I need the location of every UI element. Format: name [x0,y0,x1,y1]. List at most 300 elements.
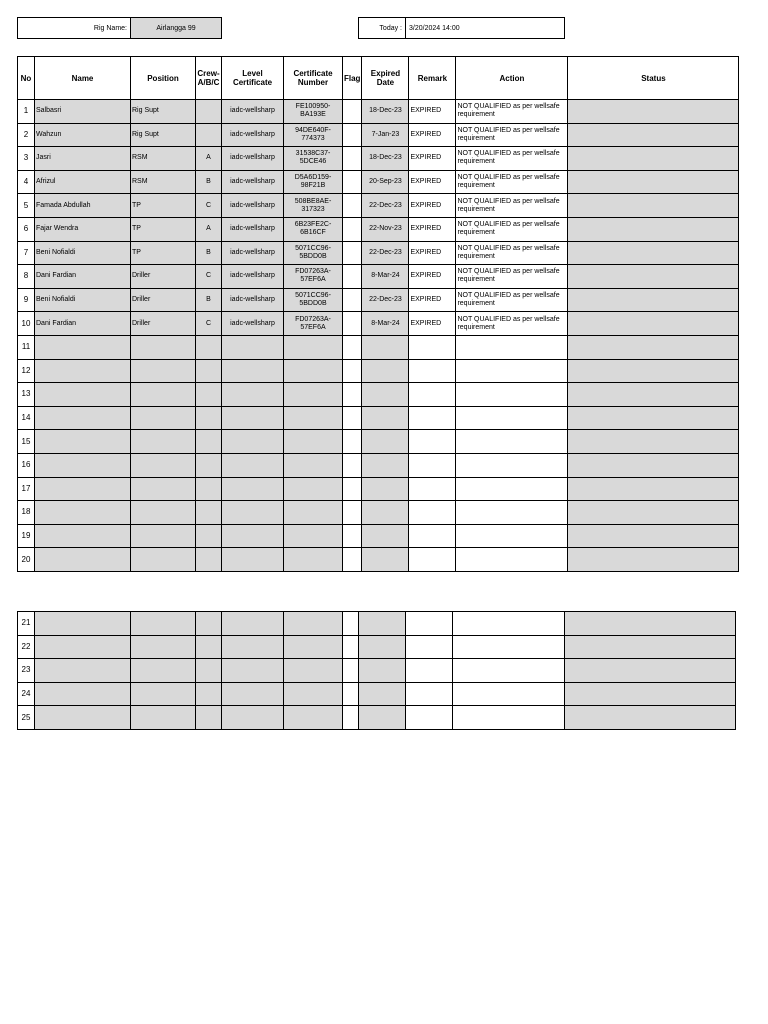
cell-expired-date[interactable] [362,359,409,383]
cell-level-certificate[interactable] [222,548,284,572]
cell-status[interactable] [568,359,739,383]
cell-remark[interactable]: EXPIRED [409,265,456,289]
cell-no: 14 [18,406,35,430]
cell-remark[interactable] [409,406,456,430]
cell-certificate-number[interactable]: FD07263A-57EF6A [284,312,343,336]
cell-position[interactable]: Driller [131,312,196,336]
cell-remark[interactable] [406,635,453,659]
cell-flag[interactable] [343,241,362,265]
crew-certificate-table-extra [17,611,736,730]
cell-remark[interactable]: EXPIRED [409,288,456,312]
cell-crew[interactable] [196,682,222,706]
table-row [18,265,739,289]
cell-no: 2 [18,123,35,147]
cell-expired-date[interactable] [359,635,406,659]
cell-name[interactable] [35,524,131,548]
cell-status[interactable] [568,430,739,454]
cell-level-certificate[interactable] [222,430,284,454]
cell-certificate-number[interactable]: D5A6D159-98F21B [284,170,343,194]
cell-certificate-number[interactable]: 5071CC96-5BDD0B [284,288,343,312]
table-row [18,548,739,572]
table-row [18,312,739,336]
cell-status[interactable] [568,241,739,265]
cell-flag[interactable] [343,288,362,312]
cell-name[interactable] [35,501,131,525]
cell-flag[interactable] [343,706,359,730]
cell-no: 17 [18,477,35,501]
cell-flag[interactable] [343,194,362,218]
cell-position[interactable] [131,501,196,525]
cell-flag[interactable] [343,635,359,659]
cell-name[interactable]: Fajar Wendra [35,217,131,241]
cell-status[interactable] [568,217,739,241]
cell-crew[interactable]: C [196,194,222,218]
cell-action[interactable]: NOT QUALIFIED as per wellsafe requirement [456,265,568,289]
cell-name[interactable] [35,453,131,477]
cell-certificate-number[interactable] [284,430,343,454]
cell-status[interactable] [568,194,739,218]
cell-status[interactable] [568,548,739,572]
cell-status[interactable] [565,635,736,659]
cell-certificate-number[interactable] [284,612,343,636]
cell-remark[interactable] [409,477,456,501]
cell-expired-date[interactable]: 22-Nov-23 [362,217,409,241]
cell-remark[interactable] [406,706,453,730]
cell-flag[interactable] [343,659,359,683]
cell-certificate-number[interactable]: 6B23FE2C-6B16CF [284,217,343,241]
cell-no: 3 [18,147,35,171]
cell-expired-date[interactable]: 22-Dec-23 [362,194,409,218]
cell-action[interactable] [456,524,568,548]
cell-crew[interactable] [196,477,222,501]
cell-remark[interactable] [406,659,453,683]
cell-expired-date[interactable] [359,612,406,636]
cell-name[interactable]: Afrizul [35,170,131,194]
cell-expired-date[interactable]: 20-Sep-23 [362,170,409,194]
cell-remark[interactable] [409,501,456,525]
cell-name[interactable] [35,406,131,430]
cell-flag[interactable] [343,265,362,289]
cell-no: 19 [18,524,35,548]
cell-no: 22 [18,635,35,659]
cell-level-certificate[interactable] [222,477,284,501]
cell-expired-date[interactable]: 8-Mar-24 [362,312,409,336]
cell-certificate-number[interactable] [284,501,343,525]
cell-expired-date[interactable] [362,501,409,525]
table-row [18,406,739,430]
cell-status[interactable] [568,383,739,407]
cell-remark[interactable] [406,612,453,636]
cell-no: 4 [18,170,35,194]
cell-flag[interactable] [343,612,359,636]
cell-no: 6 [18,217,35,241]
cell-level-certificate[interactable] [222,612,284,636]
cell-position[interactable]: Driller [131,265,196,289]
cell-crew[interactable] [196,100,222,124]
cell-position[interactable] [131,430,196,454]
cell-remark[interactable] [409,383,456,407]
cell-flag[interactable] [343,430,362,454]
cell-action[interactable] [456,359,568,383]
cell-name[interactable] [35,659,131,683]
cell-level-certificate[interactable]: iadc-wellsharp [222,194,284,218]
cell-position[interactable] [131,406,196,430]
cell-position[interactable]: TP [131,241,196,265]
cell-action[interactable] [456,477,568,501]
cell-level-certificate[interactable] [222,635,284,659]
cell-remark[interactable]: EXPIRED [409,100,456,124]
cell-position[interactable] [131,612,196,636]
cell-name[interactable]: Salbasri [35,100,131,124]
cell-certificate-number[interactable]: 94DE640F-774373 [284,123,343,147]
header-crew: Crew-A/B/C [196,57,222,100]
cell-expired-date[interactable] [362,335,409,359]
cell-expired-date[interactable] [362,453,409,477]
table-row [18,241,739,265]
cell-position[interactable] [131,635,196,659]
table-row [18,635,736,659]
table-row [18,147,739,171]
cell-remark[interactable] [409,430,456,454]
cell-remark[interactable]: EXPIRED [409,194,456,218]
cell-expired-date[interactable] [362,477,409,501]
cell-position[interactable] [131,659,196,683]
cell-flag[interactable] [343,100,362,124]
cell-certificate-number[interactable] [284,659,343,683]
cell-name[interactable] [35,635,131,659]
cell-expired-date[interactable] [362,524,409,548]
cell-flag[interactable] [343,501,362,525]
table-row [18,194,739,218]
cell-crew[interactable]: A [196,147,222,171]
table-row [18,501,739,525]
cell-level-certificate[interactable]: iadc-wellsharp [222,217,284,241]
cell-certificate-number[interactable]: FD07263A-57EF6A [284,265,343,289]
cell-crew[interactable] [196,453,222,477]
cell-certificate-number[interactable]: 31538C37-5DCE46 [284,147,343,171]
cell-status[interactable] [568,312,739,336]
cell-no: 20 [18,548,35,572]
cell-remark[interactable] [409,453,456,477]
cell-remark[interactable]: EXPIRED [409,170,456,194]
cell-remark[interactable]: EXPIRED [409,217,456,241]
cell-action[interactable]: NOT QUALIFIED as per wellsafe requirement [456,170,568,194]
table-row [18,430,739,454]
table-row [18,453,739,477]
cell-expired-date[interactable]: 22-Dec-23 [362,288,409,312]
cell-level-certificate[interactable] [222,706,284,730]
cell-name[interactable] [35,383,131,407]
cell-status[interactable] [568,123,739,147]
cell-remark[interactable]: EXPIRED [409,123,456,147]
cell-position[interactable]: Rig Supt [131,100,196,124]
cell-status[interactable] [565,659,736,683]
cell-flag[interactable] [343,359,362,383]
cell-position[interactable] [131,706,196,730]
cell-certificate-number[interactable] [284,635,343,659]
cell-name[interactable] [35,477,131,501]
cell-certificate-number[interactable] [284,406,343,430]
cell-name[interactable] [35,706,131,730]
cell-action[interactable]: NOT QUALIFIED as per wellsafe requirement [456,312,568,336]
cell-remark[interactable]: EXPIRED [409,147,456,171]
cell-crew[interactable] [196,548,222,572]
header-position: Position [131,57,196,100]
cell-expired-date[interactable]: 8-Mar-24 [362,265,409,289]
cell-certificate-number[interactable] [284,383,343,407]
cell-action[interactable] [456,453,568,477]
cell-position[interactable]: RSM [131,147,196,171]
cell-action[interactable] [456,430,568,454]
cell-level-certificate[interactable]: iadc-wellsharp [222,170,284,194]
cell-flag[interactable] [343,123,362,147]
cell-action[interactable]: NOT QUALIFIED as per wellsafe requirement [456,194,568,218]
cell-status[interactable] [568,147,739,171]
cell-certificate-number[interactable] [284,359,343,383]
cell-position[interactable] [131,548,196,572]
cell-remark[interactable]: EXPIRED [409,241,456,265]
cell-level-certificate[interactable] [222,335,284,359]
cell-flag[interactable] [343,170,362,194]
cell-level-certificate[interactable] [222,682,284,706]
header-flag: Flag [343,57,362,100]
cell-status[interactable] [568,288,739,312]
cell-crew[interactable] [196,123,222,147]
cell-crew[interactable] [196,612,222,636]
cell-name[interactable] [35,335,131,359]
cell-name[interactable] [35,359,131,383]
cell-action[interactable] [456,406,568,430]
cell-remark[interactable]: EXPIRED [409,312,456,336]
cell-crew[interactable] [196,383,222,407]
cell-level-certificate[interactable]: iadc-wellsharp [222,288,284,312]
header-level-certificate: Level Certificate [222,57,284,100]
cell-level-certificate[interactable]: iadc-wellsharp [222,123,284,147]
cell-name[interactable]: Famada Abdullah [35,194,131,218]
cell-no: 25 [18,706,35,730]
cell-action[interactable] [453,635,565,659]
cell-crew[interactable] [196,359,222,383]
cell-no: 23 [18,659,35,683]
cell-crew[interactable] [196,524,222,548]
cell-crew[interactable]: B [196,241,222,265]
cell-level-certificate[interactable]: iadc-wellsharp [222,147,284,171]
cell-crew[interactable] [196,659,222,683]
cell-status[interactable] [568,453,739,477]
header-certificate-number: Certificate Number [284,57,343,100]
cell-certificate-number[interactable] [284,477,343,501]
cell-certificate-number[interactable]: FE100950-BA193E [284,100,343,124]
today-box [358,17,565,39]
cell-position[interactable] [131,335,196,359]
cell-level-certificate[interactable] [222,659,284,683]
cell-expired-date[interactable]: 7-Jan-23 [362,123,409,147]
cell-crew[interactable] [196,635,222,659]
cell-action[interactable] [456,335,568,359]
cell-expired-date[interactable] [362,548,409,572]
cell-position[interactable]: Rig Supt [131,123,196,147]
cell-action[interactable] [453,612,565,636]
cell-level-certificate[interactable]: iadc-wellsharp [222,241,284,265]
cell-certificate-number[interactable] [284,524,343,548]
cell-remark[interactable] [409,524,456,548]
cell-name[interactable]: Wahzun [35,123,131,147]
cell-flag[interactable] [343,524,362,548]
cell-position[interactable] [131,682,196,706]
cell-status[interactable] [565,682,736,706]
cell-name[interactable]: Dani Fardian [35,265,131,289]
cell-action[interactable]: NOT QUALIFIED as per wellsafe requirement [456,241,568,265]
table-row [18,706,736,730]
cell-action[interactable] [456,501,568,525]
cell-expired-date[interactable]: 18-Dec-23 [362,147,409,171]
cell-status[interactable] [568,406,739,430]
table-row [18,524,739,548]
cell-action[interactable]: NOT QUALIFIED as per wellsafe requirement [456,217,568,241]
cell-crew[interactable] [196,706,222,730]
cell-flag[interactable] [343,548,362,572]
cell-crew[interactable]: B [196,288,222,312]
cell-certificate-number[interactable] [284,453,343,477]
cell-name[interactable] [35,430,131,454]
cell-name[interactable]: Jasri [35,147,131,171]
cell-name[interactable]: Dani Fardian [35,312,131,336]
header-name: Name [35,57,131,100]
cell-status[interactable] [568,265,739,289]
cell-level-certificate[interactable] [222,406,284,430]
cell-level-certificate[interactable] [222,501,284,525]
cell-level-certificate[interactable]: iadc-wellsharp [222,312,284,336]
today-label: Today : [359,18,406,38]
cell-name[interactable]: Beni Nofialdi [35,241,131,265]
cell-certificate-number[interactable]: 508BE8AE-317323 [284,194,343,218]
table-row [18,288,739,312]
cell-action[interactable] [456,548,568,572]
cell-status[interactable] [568,335,739,359]
cell-no: 24 [18,682,35,706]
cell-status[interactable] [568,477,739,501]
cell-position[interactable] [131,383,196,407]
cell-expired-date[interactable] [362,430,409,454]
cell-certificate-number[interactable] [284,706,343,730]
table-row [18,383,739,407]
header-action: Action [456,57,568,100]
cell-no: 12 [18,359,35,383]
cell-action[interactable] [456,383,568,407]
cell-expired-date[interactable] [359,706,406,730]
cell-certificate-number[interactable] [284,548,343,572]
cell-expired-date[interactable] [359,682,406,706]
cell-crew[interactable] [196,406,222,430]
cell-position[interactable] [131,524,196,548]
cell-expired-date[interactable] [359,659,406,683]
cell-level-certificate[interactable] [222,453,284,477]
cell-action[interactable]: NOT QUALIFIED as per wellsafe requirement [456,147,568,171]
cell-action[interactable] [453,659,565,683]
cell-name[interactable] [35,612,131,636]
cell-flag[interactable] [343,453,362,477]
cell-no: 15 [18,430,35,454]
cell-position[interactable]: TP [131,217,196,241]
table-row [18,123,739,147]
cell-flag[interactable] [343,682,359,706]
cell-flag[interactable] [343,312,362,336]
cell-certificate-number[interactable]: 5071CC96-5BDD0B [284,241,343,265]
cell-remark[interactable] [406,682,453,706]
cell-crew[interactable]: B [196,170,222,194]
cell-level-certificate[interactable]: iadc-wellsharp [222,100,284,124]
cell-expired-date[interactable] [362,406,409,430]
cell-crew[interactable]: C [196,312,222,336]
cell-position[interactable]: Driller [131,288,196,312]
table-row [18,612,736,636]
cell-level-certificate[interactable] [222,359,284,383]
cell-status[interactable] [568,501,739,525]
cell-status[interactable] [565,706,736,730]
header-expired-date: Expired Date [362,57,409,100]
cell-expired-date[interactable]: 22-Dec-23 [362,241,409,265]
cell-crew[interactable] [196,501,222,525]
cell-position[interactable] [131,359,196,383]
rig-name-value[interactable]: Airlangga 99 [131,18,221,38]
cell-status[interactable] [568,524,739,548]
today-value[interactable]: 3/20/2024 14:00 [409,24,460,32]
cell-expired-date[interactable]: 18-Dec-23 [362,100,409,124]
cell-flag[interactable] [343,335,362,359]
cell-remark[interactable] [409,548,456,572]
cell-certificate-number[interactable] [284,335,343,359]
cell-action[interactable]: NOT QUALIFIED as per wellsafe requirement [456,123,568,147]
table-row [18,477,739,501]
cell-status[interactable] [568,100,739,124]
cell-position[interactable]: RSM [131,170,196,194]
cell-crew[interactable] [196,430,222,454]
table-row [18,217,739,241]
cell-remark[interactable] [409,359,456,383]
cell-level-certificate[interactable]: iadc-wellsharp [222,265,284,289]
cell-no: 11 [18,335,35,359]
cell-status[interactable] [568,170,739,194]
cell-name[interactable] [35,682,131,706]
cell-crew[interactable]: C [196,265,222,289]
cell-name[interactable] [35,548,131,572]
cell-position[interactable] [131,453,196,477]
header-no: No [18,57,35,100]
table-row [18,359,739,383]
cell-level-certificate[interactable] [222,524,284,548]
cell-no: 18 [18,501,35,525]
cell-flag[interactable] [343,477,362,501]
cell-flag[interactable] [343,217,362,241]
cell-action[interactable]: NOT QUALIFIED as per wellsafe requirement [456,100,568,124]
cell-position[interactable] [131,477,196,501]
cell-action[interactable] [453,706,565,730]
cell-flag[interactable] [343,383,362,407]
cell-action[interactable]: NOT QUALIFIED as per wellsafe requirement [456,288,568,312]
cell-position[interactable]: TP [131,194,196,218]
cell-crew[interactable] [196,335,222,359]
cell-flag[interactable] [343,406,362,430]
cell-crew[interactable]: A [196,217,222,241]
cell-remark[interactable] [409,335,456,359]
cell-level-certificate[interactable] [222,383,284,407]
cell-flag[interactable] [343,147,362,171]
cell-expired-date[interactable] [362,383,409,407]
cell-status[interactable] [565,612,736,636]
cell-action[interactable] [453,682,565,706]
cell-certificate-number[interactable] [284,682,343,706]
cell-name[interactable]: Beni Nofialdi [35,288,131,312]
